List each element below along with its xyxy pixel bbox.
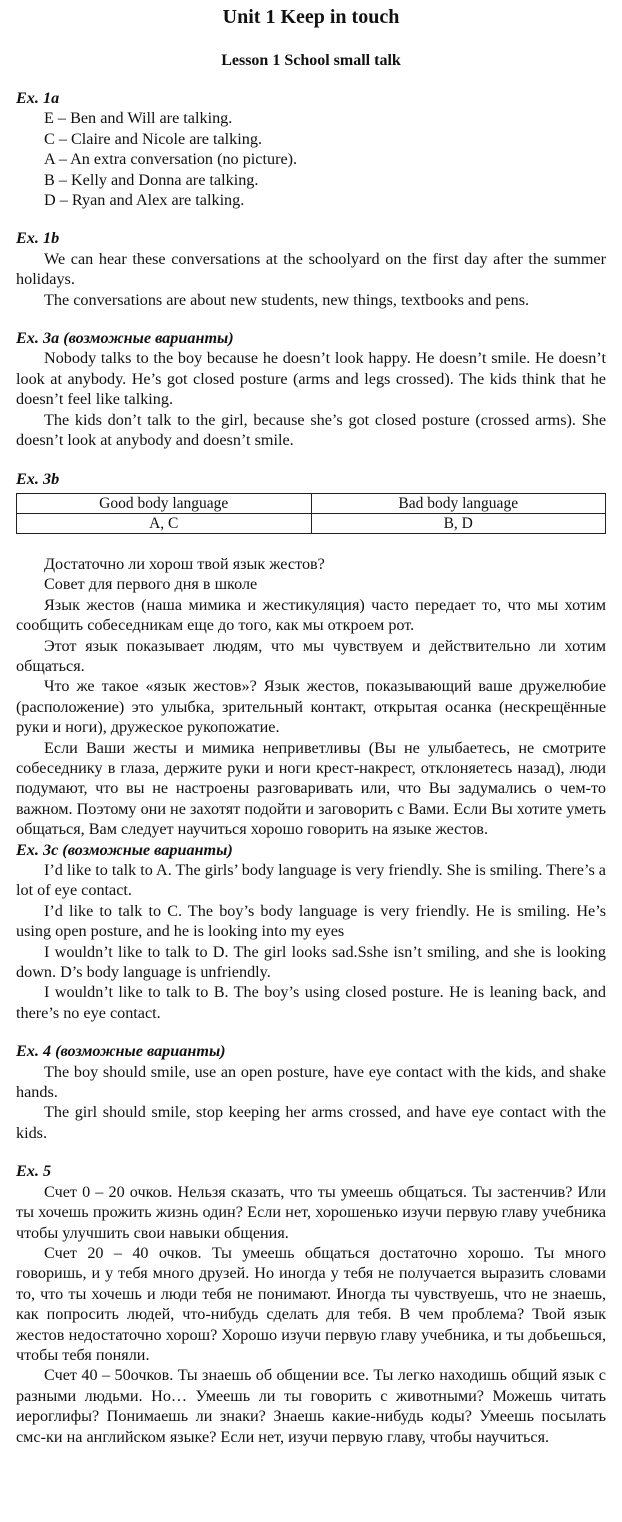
answer-line: A – An extra conversation (no picture).: [44, 150, 298, 169]
answer-line: B – Kelly and Donna are talking.: [44, 170, 259, 189]
exercise-5: [16, 1161, 606, 1447]
table-header: Good body language: [17, 493, 312, 513]
exercise-heading: Ex. 5: [16, 1162, 52, 1181]
answer-line: C – Claire and Nicole are talking.: [44, 129, 263, 148]
exercise-heading: Ex. 4 (возможные варианты): [16, 1042, 226, 1061]
paragraph: Достаточно ли хорош твой язык жестов?: [44, 554, 325, 573]
table-cell: B, D: [311, 513, 606, 533]
table-header-row: [17, 493, 606, 513]
paragraph: Что же такое «язык жестов»? Язык жестов, показывающий ваше дружелюбие (расположение) это улыбка, зрительный контакт, открытая осанка (нескрещённые руки и ноги), дружеское рукопожатие.: [16, 677, 606, 737]
paragraph: Этот язык показывает людям, что мы чувствуем и действительно ли хотим общаться.: [16, 636, 606, 675]
paragraph: Язык жестов (наша мимика и жестикуляция) часто передает то, что мы хотим сообщить собеседникам еще до того, как мы откроем рот.: [16, 595, 606, 635]
exercise-heading: Ex. 1a: [16, 89, 60, 107]
table-row: [17, 513, 606, 533]
paragraph: Счет 40 – 50очков. Ты знаешь об общении все. Ты легко находишь общий язык с разными людьми. Но… Умеешь ли ты говорить с животными? Можешь читать иероглифы? Понимаешь ли знаки? Знаешь какие-нибудь коды? Умеешь посылать смс-ки на английском языке? Если нет, изучи первую главу, чтобы научиться.: [16, 1366, 606, 1446]
body-language-table: [16, 493, 606, 534]
paragraph: I’d like to talk to C. The boy’s body language is very friendly. He is smiling. He’s using open posture, and he is looking into my eyes: [16, 901, 606, 941]
exercise-heading: Ex. 3a (возможные варианты): [16, 329, 234, 348]
exercise-1a: [16, 88, 606, 210]
exercise-heading: Ex. 1b: [16, 229, 60, 248]
unit-title: Unit 1 Keep in touch: [222, 6, 400, 28]
exercise-heading: Ex. 3c (возможные варианты): [16, 840, 233, 859]
answer-line: E – Ben and Will are talking.: [44, 109, 233, 128]
lesson-title: Lesson 1 School small talk: [221, 52, 401, 69]
paragraph: Счет 0 – 20 очков. Нельзя сказать, что ты умеешь общаться. Ты застенчив? Или ты хочешь прожить жизнь один? Если нет, хорошенько изучи первую главу учебника чтобы улучшить свои навыки общения.: [16, 1182, 606, 1242]
paragraph: Совет для первого дня в школе: [44, 575, 258, 594]
exercise-1b: [16, 228, 606, 310]
answer-line: D – Ryan and Alex are talking.: [44, 191, 245, 210]
paragraph: The girl should smile, stop keeping her arms crossed, and have eye contact with the kids.: [16, 1103, 606, 1142]
paragraph: Если Ваши жесты и мимика неприветливы (Вы не улыбаетесь, не смотрите собеседнику в глаза, держите руки и ноги крест-накрест, отклоняетесь назад), люди подумают, что вы не настроены разговаривать или, что Вы задумались о чем-то важном. Поэтому они не захотят подойти и заговорить с Вами. Если Вы хотите уметь общаться, Вам следует научиться хорошо говорить на языке жестов.: [16, 738, 606, 839]
paragraph: The boy should smile, use an open posture, have eye contact with the kids, and shake hands.: [16, 1062, 606, 1102]
paragraph: I’d like to talk to A. The girls’ body language is very friendly. She is smiling. There’s a lot of eye contact.: [16, 861, 606, 900]
paragraph: I wouldn’t like to talk to D. The girl looks sad.Sshe isn’t smiling, and she is looking down. D’s body language is unfriendly.: [16, 942, 606, 982]
exercise-heading: Ex. 3b: [16, 469, 60, 488]
paragraph: Счет 20 – 40 очков. Ты умеешь общаться достаточно хорошо. Ты много говоришь, и у тебя много друзей. Но иногда у тебя не получается выразить словами то, что ты хочешь и люди тебя не понимают. Иногда ты чувствуешь, что не знаешь, как попросить людей, что-нибудь сделать для тебя. В чем проблема? Твой язык жестов недостаточно хорош? Хорошо изучи первую главу учебника, и ты добьешься, чтобы тебя поняли.: [16, 1243, 606, 1364]
exercise-4: [16, 1041, 606, 1143]
paragraph: Nobody talks to the boy because he doesn’t look happy. He doesn’t smile. He doesn’t look at anybody. He’s got closed posture (arms and legs crossed). The kids think that he doesn’t feel like talking.: [16, 349, 606, 409]
table-header: Bad body language: [311, 493, 606, 513]
paragraph: The conversations are about new students, new things, textbooks and pens.: [44, 290, 530, 309]
table-cell: A, C: [17, 513, 312, 533]
exercise-3b: [16, 469, 606, 840]
exercise-3c: [16, 840, 606, 1024]
paragraph: The kids don’t talk to the girl, because she’s got closed posture (crossed arms). She doesn’t look at anybody and doesn’t smile.: [16, 410, 606, 450]
paragraph: We can hear these conversations at the schoolyard on the first day after the summer holidays.: [16, 249, 606, 289]
paragraph: I wouldn’t like to talk to B. The boy’s using closed posture. He is leaning back, and there’s no eye contact.: [16, 983, 606, 1022]
exercise-3a: [16, 328, 606, 450]
